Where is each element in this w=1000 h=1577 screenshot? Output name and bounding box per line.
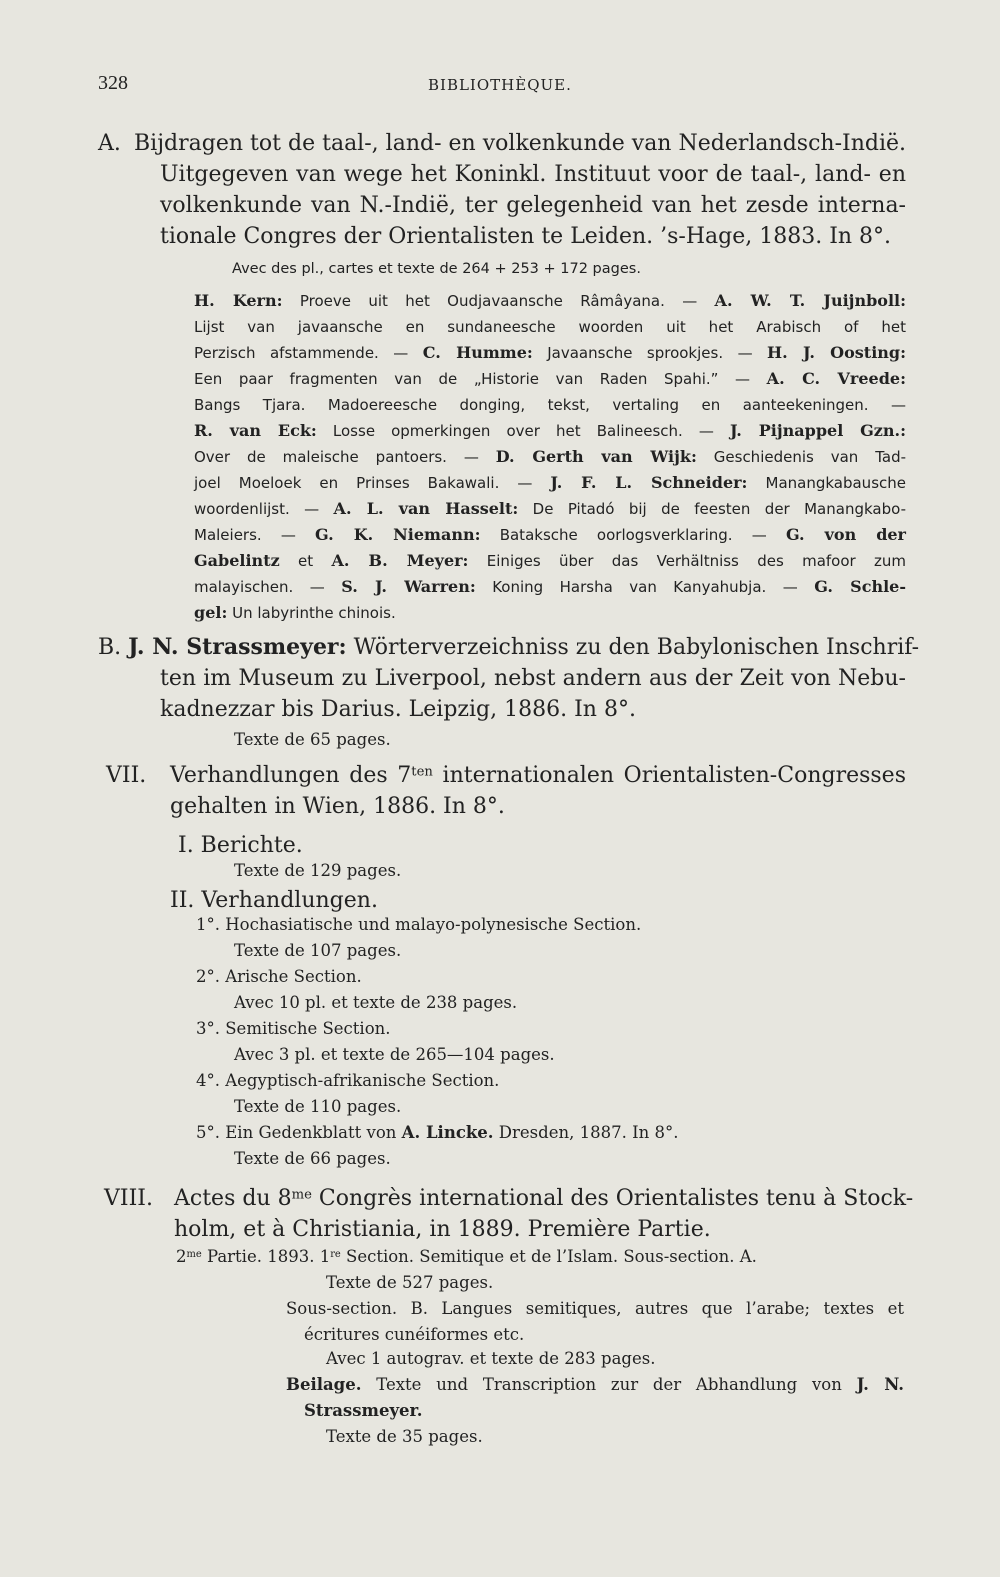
contents-line [194, 600, 906, 626]
section-item [196, 1068, 500, 1116]
entry-text: internationalen Orientalisten-Congresses [432, 763, 906, 788]
page-number: 328 [98, 72, 128, 94]
contents-text: woordenlijst. — [194, 500, 334, 518]
entry-label: B. [98, 635, 122, 660]
entry-line: Uitgegeven van wege het Koninkl. Instituut voor de taal-, land- en [160, 162, 906, 187]
contents-text: Proeve uit het Oudjavaansche Râmâyana. — [282, 292, 715, 310]
entry-line: Wörterverzeichniss zu den Babylonischen Inschrif- [346, 635, 920, 660]
entry-line: tionale Congres der Orientalisten te Leiden. ’s-Hage, 1883. In 8°. [160, 224, 892, 249]
author-name: Gabelintz [194, 551, 280, 570]
entry-viii-title [174, 1183, 914, 1245]
contents-line [194, 314, 906, 340]
entry-a-title [134, 128, 906, 159]
contents-text: Geschiedenis van Tad- [696, 448, 907, 466]
author-name: Strassmeyer. [304, 1401, 423, 1420]
entry-label: VII. [106, 763, 147, 788]
entry-note: Texte de 129 pages. [234, 861, 402, 880]
contents-line [194, 418, 906, 444]
superscript: ten [411, 764, 433, 780]
contents-line [194, 574, 906, 600]
entry-note: Texte de 66 pages. [234, 1149, 391, 1168]
contents-line [194, 366, 906, 392]
entry-line: ten im Museum zu Liverpool, nebst andern aus der Zeit von Nebu- [160, 666, 906, 691]
entry-b-title [98, 632, 920, 663]
section-number: 4°. [196, 1071, 220, 1090]
contents-text: Einiges über das Verhältniss des mafoor zum [468, 552, 907, 570]
section-title: Arische Section. [225, 967, 362, 986]
contents-text: De Pitadó bij de feesten der Manangkabo- [518, 500, 906, 518]
entry-text: Partie. 1893. 1 [201, 1247, 331, 1266]
entry-label: A. [98, 131, 121, 156]
author-name: D. Gerth van Wijk: [495, 447, 697, 466]
section-number: 1°. [196, 915, 220, 934]
section-item [196, 1016, 555, 1064]
entry-note: Texte de 527 pages. [326, 1273, 494, 1292]
author-name: J. F. L. Schneider: [550, 473, 748, 492]
section-title: Ein Gedenkblatt von [225, 1123, 402, 1142]
contents-line [194, 496, 906, 522]
entry-note: Texte de 110 pages. [234, 1097, 402, 1116]
entry-line: holm, et à Christiania, in 1889. Première Partie. [174, 1217, 711, 1242]
entry-text: Actes du 8 [174, 1186, 292, 1211]
section-title: Aegyptisch-afrikanische Section. [225, 1071, 500, 1090]
entry-text: 2 [176, 1247, 187, 1266]
contents-text: Koning Harsha van Kanyahubja. — [475, 578, 815, 596]
contents-text: joel Moeloek en Prinses Bakawali. — [194, 474, 551, 492]
author-name: C. Humme: [422, 343, 533, 362]
entry-text: Verhandlungen des 7 [170, 763, 412, 788]
author-name: A. W. T. Juijnboll: [714, 291, 906, 310]
entry-line: gehalten in Wien, 1886. In 8°. [170, 794, 505, 819]
author-name: A. C. Vreede: [766, 369, 906, 388]
entry-a-title-cont [160, 159, 906, 252]
author-name: G. von der [785, 525, 906, 544]
contents-line [194, 288, 906, 314]
entry-text: Texte und Transcription zur der Abhandlung von [361, 1375, 857, 1394]
section-title: Semitische Section. [225, 1019, 391, 1038]
author-name: S. J. Warren: [341, 577, 476, 596]
contents-line [194, 392, 906, 418]
author-name: J. Pijnappel Gzn.: [729, 421, 907, 440]
entry-b-title-cont [160, 663, 906, 725]
entry-note: Avec 10 pl. et texte de 238 pages. [234, 993, 518, 1012]
beilage-label: Beilage. [286, 1375, 362, 1394]
entry-note: Texte de 35 pages. [326, 1427, 483, 1446]
contents-line [194, 444, 906, 470]
sous-section-b [286, 1296, 904, 1348]
entry-line: kadnezzar bis Darius. Leipzig, 1886. In 8°. [160, 697, 636, 722]
entry-line: Sous-section. B. Langues semitiques, autres que l’arabe; textes et [286, 1299, 904, 1318]
author-name: G. Schle- [814, 577, 906, 596]
author-name: J. N. [856, 1375, 904, 1394]
contents-text: Maleiers. — [194, 526, 316, 544]
entry-label: VIII. [104, 1186, 153, 1211]
contents-text: Perzisch afstammende. — [194, 344, 423, 362]
beilage [286, 1372, 904, 1424]
running-title: BIBLIOTHÈQUE. [428, 76, 572, 94]
entry-line [174, 1183, 914, 1214]
entry-b-first-line [98, 632, 920, 663]
contents-text: Lijst van javaansche en sundaneesche woorden uit het Arabisch of het [194, 318, 906, 336]
superscript: me [186, 1249, 202, 1261]
entry-text: Congrès international des Orientalistes tenu à Stock- [311, 1186, 914, 1211]
entry-line [170, 760, 906, 791]
superscript: me [291, 1187, 312, 1203]
contents-text: et [279, 552, 332, 570]
entry-note: Avec 1 autograv. et texte de 283 pages. [326, 1349, 656, 1368]
author-name: H. Kern: [194, 291, 283, 310]
section-item [196, 912, 642, 960]
contents-text: Un labyrinthe chinois. [227, 604, 396, 622]
author-name: A. B. Meyer: [331, 551, 469, 570]
section-number: 2°. [196, 967, 220, 986]
entry-line: Bijdragen tot de taal-, land- en volkenkunde van Nederlandsch-Indië. [134, 131, 906, 156]
entry-line: écritures cunéiformes etc. [304, 1325, 525, 1344]
contents-text: Javaansche sprookjes. — [532, 344, 768, 362]
author-name: A. L. van Hasselt: [333, 499, 519, 518]
contents-text: Manangkabausche [747, 474, 906, 492]
contents-list [194, 288, 906, 626]
superscript: re [330, 1249, 341, 1261]
section-number: 5°. [196, 1123, 220, 1142]
section-title: Hochasiatische und malayo-polynesische Section. [225, 915, 642, 934]
entry-note: Texte de 107 pages. [234, 941, 402, 960]
contents-text: Bataksche oorlogsverklaring. — [480, 526, 786, 544]
author-name: G. K. Niemann: [315, 525, 481, 544]
entry-vii-title [170, 760, 906, 822]
part-title: II. Verhandlungen. [170, 888, 378, 913]
entry-line: volkenkunde van N.-Indië, ter gelegenheid van het zesde interna- [160, 193, 906, 218]
author-name: A. Lincke. [401, 1123, 494, 1142]
author-name: H. J. Oosting: [767, 343, 906, 362]
contents-line [194, 470, 906, 496]
contents-text: Over de maleische pantoers. — [194, 448, 496, 466]
entry-note: Avec des pl., cartes et texte de 264 + 253 + 172 pages. [232, 261, 641, 277]
part-title: I. Berichte. [178, 833, 303, 858]
contents-text: malayischen. — [194, 578, 342, 596]
running-header [98, 72, 898, 102]
section-item [196, 964, 518, 1012]
section-number: 3°. [196, 1019, 220, 1038]
entry-note: Texte de 65 pages. [234, 730, 391, 749]
contents-text: Bangs Tjara. Madoereesche donging, tekst, vertaling en aanteekeningen. — [194, 396, 906, 414]
contents-text: Losse opmerkingen over het Balineesch. — [316, 422, 730, 440]
contents-line [194, 548, 906, 574]
part-two-line [176, 1244, 757, 1270]
contents-line [194, 522, 906, 548]
section-item [196, 1120, 679, 1168]
entry-note: Avec 3 pl. et texte de 265—104 pages. [234, 1045, 555, 1064]
section-title: Dresden, 1887. In 8°. [493, 1123, 679, 1142]
author-name: J. N. Strassmeyer: [128, 634, 347, 660]
contents-text: Een paar fragmenten van de „Historie van Raden Spahi.” — [194, 370, 767, 388]
entry-line [286, 1372, 904, 1398]
author-name: gel: [194, 603, 228, 622]
entry-text: Section. Semitique et de l’Islam. Sous-section. A. [340, 1247, 757, 1266]
contents-line [194, 340, 906, 366]
author-name: R. van Eck: [194, 421, 317, 440]
